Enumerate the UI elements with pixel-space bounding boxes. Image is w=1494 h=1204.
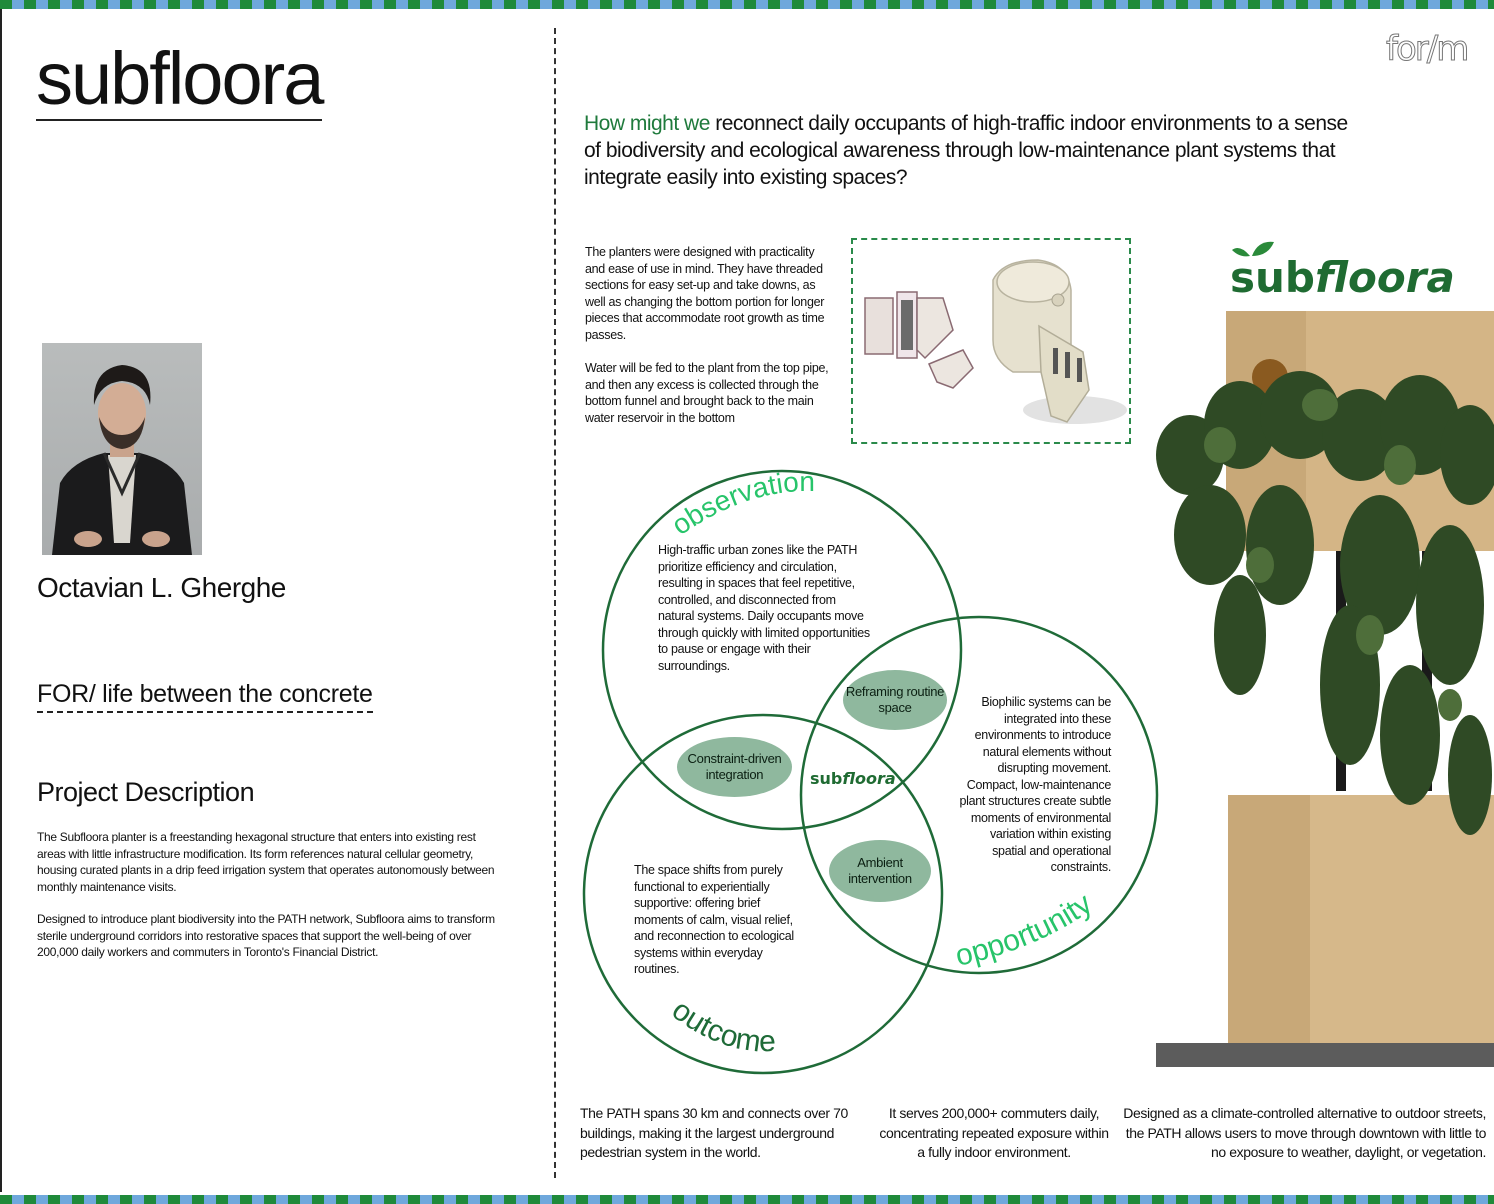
- center-logo-prefix: sub: [810, 769, 843, 788]
- center-logo-suffix: floora: [842, 769, 896, 788]
- course-title: FOR/ life between the concrete: [37, 680, 373, 713]
- bottom-pattern-border: [0, 1195, 1494, 1204]
- author-portrait: [42, 343, 202, 555]
- observation-label: observation: [666, 466, 815, 541]
- planter-description: [585, 244, 835, 443]
- opportunity-label: opportunity: [952, 887, 1098, 973]
- stat-commuters: It serves 200,000+ commuters daily, concentrating repeated exposure within a fully indoor environment.: [879, 1105, 1109, 1160]
- planter-3d-render: [993, 260, 1127, 424]
- stat-path-size: The PATH spans 30 km and connects over 70 buildings, making it the largest underground pedestrian system in the world.: [580, 1105, 848, 1160]
- reframing-pill: Reframing routine space: [843, 670, 947, 730]
- svg-text:observation: [666, 466, 815, 541]
- project-title: subfloora: [36, 37, 323, 120]
- description-paragraph: The Subfloora planter is a freestanding hexagonal structure that enters into existing rest areas with little infrastructure modification. Its form references natural cellular geometry, housing curated plants in a drip feed irrigation system that operates autonomously between monthly maintenance visits.: [37, 830, 495, 894]
- description-body: [37, 829, 507, 977]
- column-divider: [554, 28, 556, 1178]
- description-heading: Project Description: [37, 777, 255, 807]
- svg-text:opportunity: [952, 887, 1098, 973]
- author-name: Octavian L. Gherghe: [37, 572, 286, 603]
- planter-paragraph: The planters were designed with practicality and ease of use in mind. They have threaded sections for easy set-up and take downs, as well as changing the bottom portion for longer pieces that accommodate root growth as time passes.: [585, 245, 825, 342]
- venn-center-logo: [810, 769, 896, 788]
- subfloora-render: [1150, 305, 1494, 1070]
- description-paragraph: Designed to introduce plant biodiversity into the PATH network, Subfloora aims to transform sterile underground corridors into restorative spaces that support the well-being of over 200,000 daily workers and commuters in Toronto's Financial District.: [37, 912, 495, 959]
- planter-paragraph: Water will be fed to the plant from the top pipe, and then any excess is collected through the bottom funnel and brought back to the main water reservoir in the bottom: [585, 361, 829, 425]
- brand-logo-suffix: floora: [1314, 253, 1455, 302]
- planter-section-drawing: [865, 292, 973, 388]
- brand-logo-prefix: sub: [1230, 253, 1315, 302]
- top-pattern-border: [0, 0, 1494, 9]
- stat-climate: Designed as a climate-controlled alternative to outdoor streets, the PATH allows users to move through downtown with little to no exposure to weather, daylight, or vegetation.: [1123, 1105, 1486, 1160]
- planter-model-figure: [851, 238, 1131, 444]
- outcome-label: outcome: [665, 993, 777, 1059]
- observation-text: High-traffic urban zones like the PATH prioritize efficiency and circulation, resulting in spaces that feel repetitive, controlled, and disconnected from natural systems. Daily occupants move through quickly with limited opportunities to pause or engage with their surroundings.: [658, 543, 870, 673]
- ambient-pill: Ambient intervention: [829, 840, 931, 902]
- question-lead: How might we: [584, 112, 710, 135]
- constraint-pill: Constraint-driven integration: [677, 737, 792, 797]
- question-body: reconnect daily occupants of high-traffic indoor environments to a sense of biodiversity and ecological awareness through low-maintenance plant systems that integrate easily into existing spaces?: [584, 112, 1348, 189]
- svg-text:subfloora: [1230, 253, 1455, 302]
- outcome-text: The space shifts from purely functional to experientially supportive: offering brief moments of calm, visual relief, and reconnection to ecological systems within everyday routines.: [634, 863, 794, 976]
- corner-logo: for/m: [1386, 29, 1468, 69]
- research-question: [584, 110, 1354, 191]
- opportunity-text: Biophilic systems can be integrated into these environments to introduce natural elements without disrupting movement. Compact, low-maintenance plant structures create subtle moments of environmental variation within existing spatial and operational constraints.: [959, 695, 1111, 874]
- subfloora-brand-logo: [1230, 238, 1490, 308]
- svg-text:outcome: [666, 993, 776, 1058]
